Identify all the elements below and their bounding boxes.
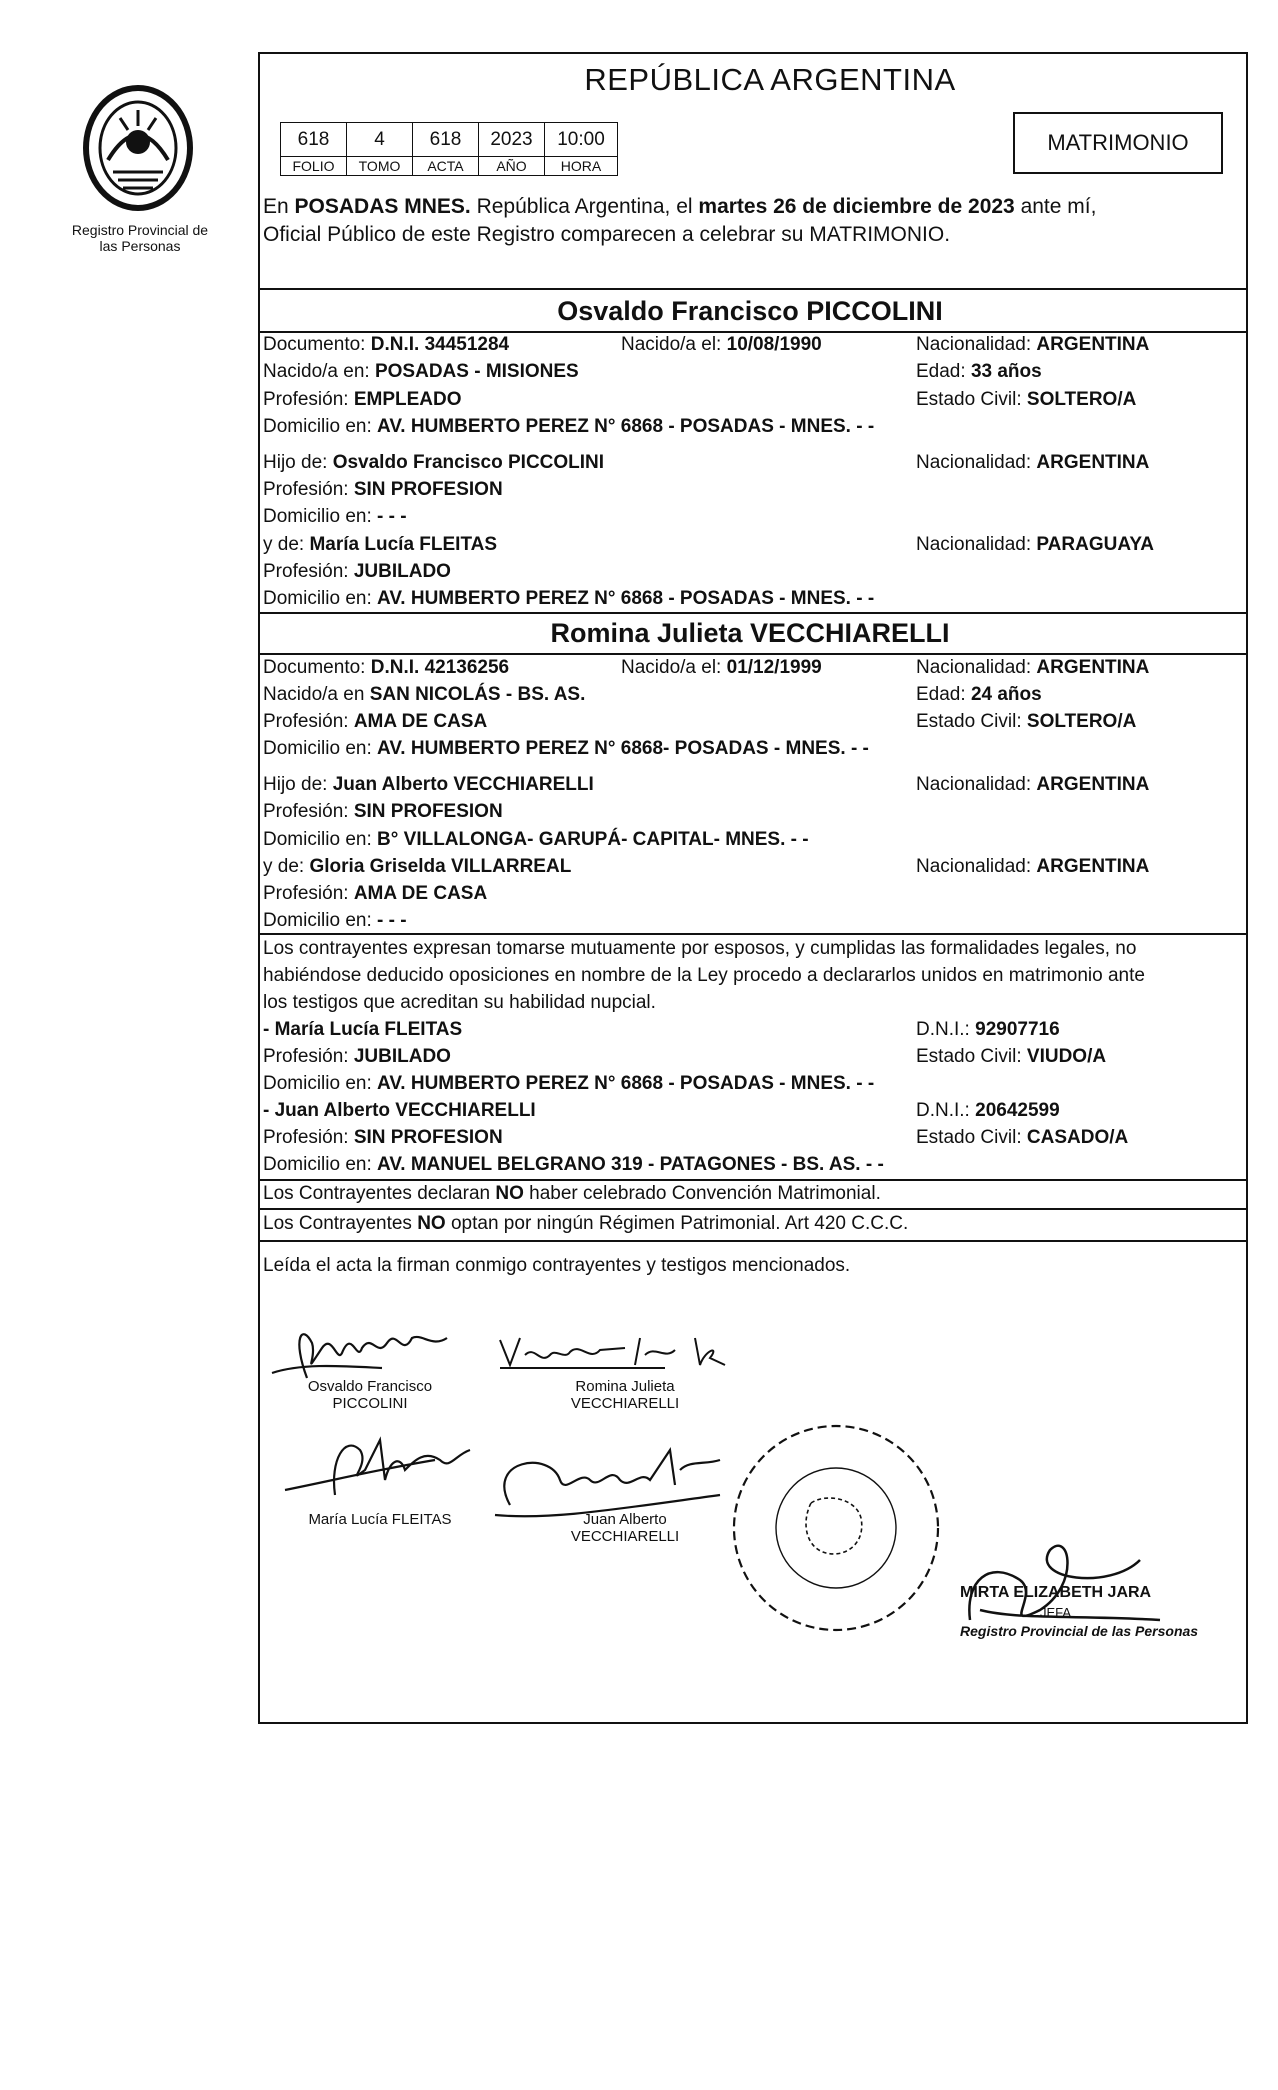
bride-signature-caption: Romina Julieta VECCHIARELLI [570, 1378, 680, 1412]
groom-profession: Profesión: EMPLEADO [263, 389, 462, 410]
groom-age: Edad: 33 años [916, 361, 1042, 382]
tomo-label: TOMO [347, 157, 413, 176]
convention-statement: Los Contrayentes declaran NO haber celebrado Convención Matrimonial. [263, 1183, 881, 1204]
bride-civil-status: Estado Civil: SOLTERO/A [916, 711, 1137, 732]
bride-father-nationality: Nacionalidad: ARGENTINA [916, 774, 1150, 795]
tomo-value: 4 [347, 123, 413, 157]
bride-mother-profession: Profesión: AMA DE CASA [263, 883, 488, 904]
bride-father-profession: Profesión: SIN PROFESION [263, 801, 503, 822]
witness2-name: - Juan Alberto VECCHIARELLI [263, 1100, 536, 1121]
bride-mother: y de: Gloria Griselda VILLARREAL [263, 856, 572, 877]
groom-birthplace: Nacido/a en: POSADAS - MISIONES [263, 361, 579, 382]
seal-caption: Registro Provincial de las Personas [71, 222, 209, 254]
official-office: Registro Provincial de las Personas [960, 1623, 1199, 1639]
acta-value: 618 [413, 123, 479, 157]
registry-table [280, 122, 618, 176]
witness2-civil-status: Estado Civil: CASADO/A [916, 1127, 1129, 1148]
bride-document: Documento: D.N.I. 42136256 [263, 657, 510, 678]
closing-statement: Leída el acta la firman conmigo contrayentes y testigos mencionados. [263, 1255, 851, 1276]
groom-document: Documento: D.N.I. 34451284 [263, 334, 510, 355]
witness1-signature-caption: María Lucía FLEITAS [308, 1511, 452, 1528]
groom-birthdate: Nacido/a el: 10/08/1990 [621, 334, 822, 355]
groom-nationality: Nacionalidad: ARGENTINA [916, 334, 1150, 355]
ano-label: AÑO [479, 157, 545, 176]
groom-father-nationality: Nacionalidad: ARGENTINA [916, 452, 1150, 473]
folio-label: FOLIO [281, 157, 347, 176]
bride-father: Hijo de: Juan Alberto VECCHIARELLI [263, 774, 594, 795]
bride-nationality: Nacionalidad: ARGENTINA [916, 657, 1150, 678]
witness2-profession: Profesión: SIN PROFESION [263, 1127, 503, 1148]
groom-father-profession: Profesión: SIN PROFESION [263, 479, 503, 500]
groom-father-address: Domicilio en: - - - [263, 506, 407, 527]
witness2-address: Domicilio en: AV. MANUEL BELGRANO 319 - PATAGONES - BS. AS. - - [263, 1154, 884, 1175]
bride-birthplace: Nacido/a en SAN NICOLÁS - BS. AS. [263, 684, 586, 705]
groom-name: Osvaldo Francisco PICCOLINI [557, 296, 943, 326]
bride-mother-address: Domicilio en: - - - [263, 910, 407, 931]
witness1-profession: Profesión: JUBILADO [263, 1046, 451, 1067]
patrimonial-regime-statement: Los Contrayentes NO optan por ningún Régimen Patrimonial. Art 420 C.C.C. [263, 1213, 909, 1234]
witness1-name: - María Lucía FLEITAS [263, 1019, 463, 1040]
divider [258, 288, 1248, 290]
provincial-seal-logo [78, 80, 198, 212]
groom-mother-profession: Profesión: JUBILADO [263, 561, 451, 582]
bride-address: Domicilio en: AV. HUMBERTO PEREZ N° 6868- POSADAS - MNES. - - [263, 738, 869, 759]
official-name: MIRTA ELIZABETH JARA [960, 1584, 1152, 1601]
bride-mother-nationality: Nacionalidad: ARGENTINA [916, 856, 1150, 877]
groom-mother: y de: María Lucía FLEITAS [263, 534, 498, 555]
witness2-signature-caption: Juan Alberto VECCHIARELLI [570, 1511, 680, 1545]
bride-name: Romina Julieta VECCHIARELLI [550, 618, 950, 648]
acta-label: ACTA [413, 157, 479, 176]
hora-label: HORA [545, 157, 618, 176]
page-title: REPÚBLICA ARGENTINA [584, 62, 956, 97]
groom-mother-address: Domicilio en: AV. HUMBERTO PEREZ N° 6868 - POSADAS - MNES. - - [263, 588, 875, 609]
declaration-text: Los contrayentes expresan tomarse mutuamente por esposos, y cumplidas las formalidades legales, no habiéndose deducido oposiciones en nombre de la Ley procedo a declararlos unidos en matrimonio ante los testigos que acreditan su habilidad nupcial. [263, 938, 1145, 1013]
hora-value: 10:00 [545, 123, 618, 157]
groom-father: Hijo de: Osvaldo Francisco PICCOLINI [263, 452, 605, 473]
act-type-box: MATRIMONIO [1013, 112, 1223, 174]
groom-mother-nationality: Nacionalidad: PARAGUAYA [916, 534, 1154, 555]
groom-address: Domicilio en: AV. HUMBERTO PEREZ N° 6868 - POSADAS - MNES. - - [263, 416, 875, 437]
divider [258, 1240, 1248, 1242]
witness1-address: Domicilio en: AV. HUMBERTO PEREZ N° 6868 - POSADAS - MNES. - - [263, 1073, 875, 1094]
official-role: JEFA [1040, 1605, 1072, 1620]
ano-value: 2023 [479, 123, 545, 157]
witness1-dni: D.N.I.: 92907716 [916, 1019, 1060, 1040]
witness1-signature [275, 1430, 495, 1500]
folio-value: 618 [281, 123, 347, 157]
bride-signature [495, 1330, 735, 1380]
divider [258, 612, 1248, 614]
bride-profession: Profesión: AMA DE CASA [263, 711, 488, 732]
bride-father-address: Domicilio en: B° VILLALONGA- GARUPÁ- CAPITAL- MNES. - - [263, 829, 809, 850]
groom-civil-status: Estado Civil: SOLTERO/A [916, 389, 1137, 410]
witness2-dni: D.N.I.: 20642599 [916, 1100, 1060, 1121]
divider [258, 1208, 1248, 1210]
groom-signature-caption: Osvaldo Francisco PICCOLINI [307, 1378, 433, 1412]
witness1-civil-status: Estado Civil: VIUDO/A [916, 1046, 1107, 1067]
bride-birthdate: Nacido/a el: 01/12/1999 [621, 657, 822, 678]
bride-age: Edad: 24 años [916, 684, 1042, 705]
registry-stamp [726, 1418, 946, 1638]
intro-text: En POSADAS MNES. República Argentina, el martes 26 de diciembre de 2023 ante mí, Oficial Público de este Registro comparecen a celebrar su MATRIMONIO. [263, 195, 1097, 246]
